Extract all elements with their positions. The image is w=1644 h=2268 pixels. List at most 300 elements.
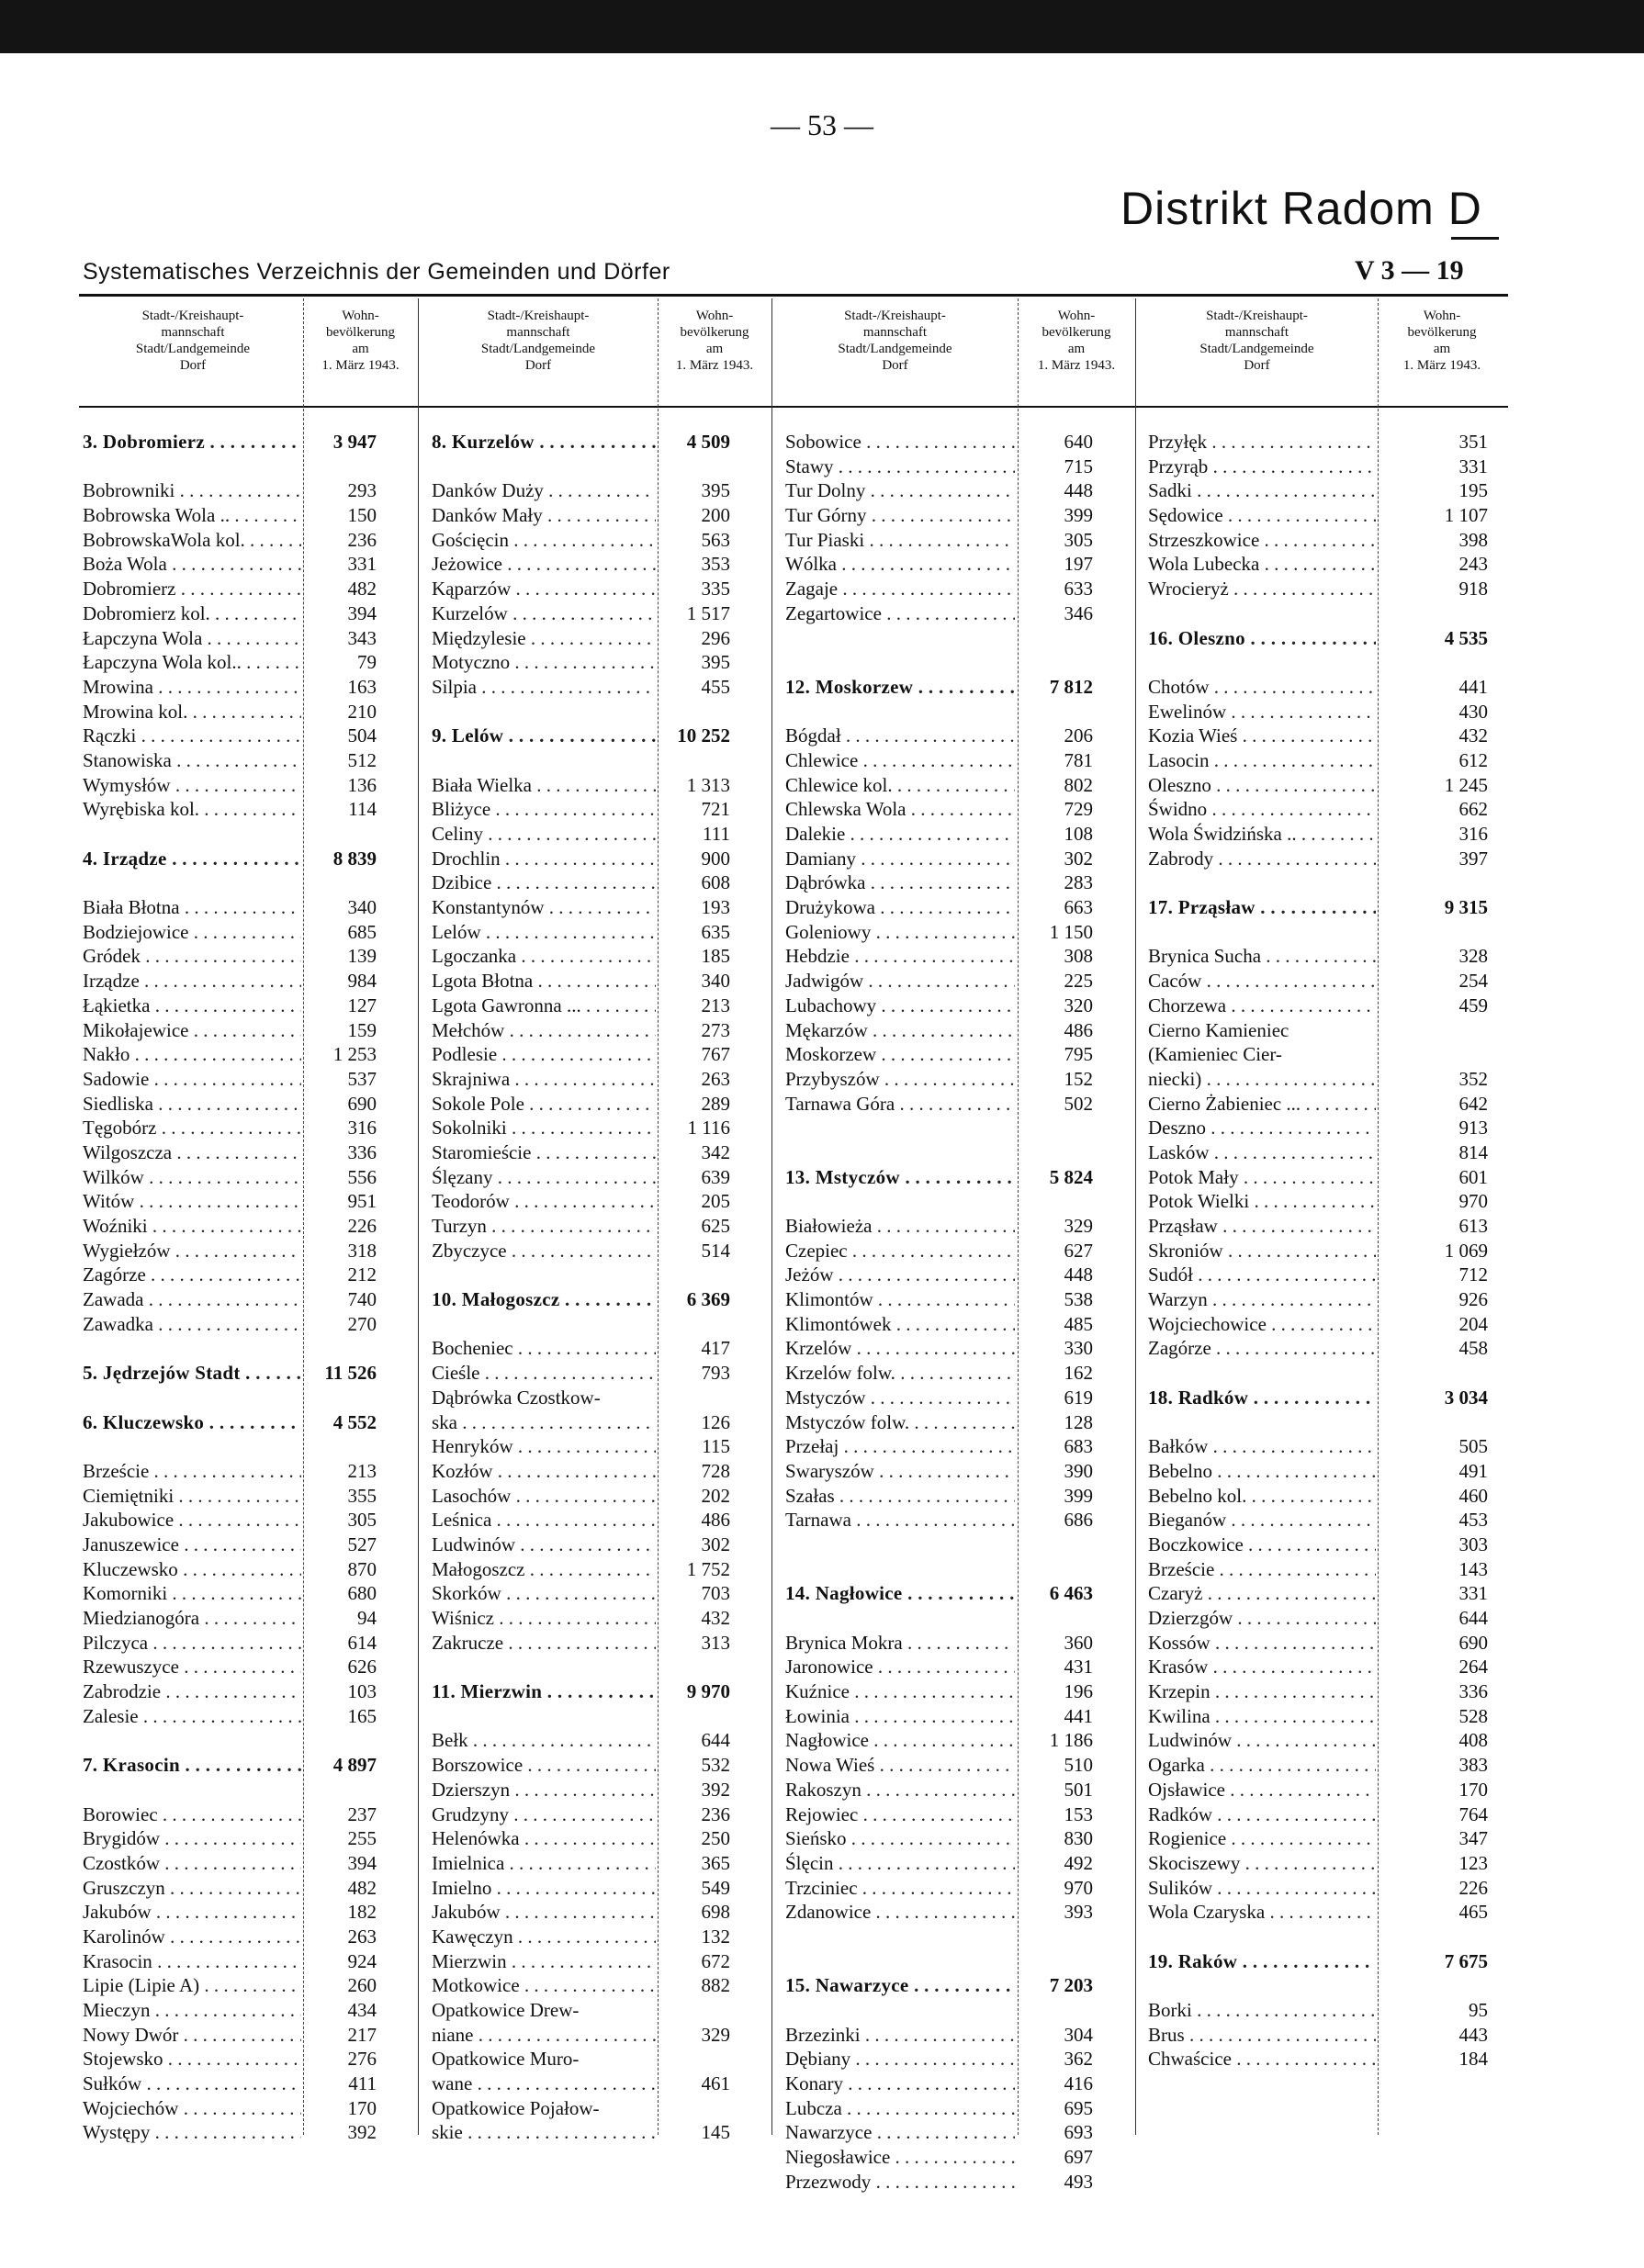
municipality-population: 9 970 bbox=[686, 1680, 730, 1703]
municipality-population: 5 824 bbox=[1049, 1165, 1093, 1188]
spacer bbox=[1148, 1925, 1488, 1949]
population-value: 417 bbox=[701, 1337, 730, 1360]
locality-name: Przyrąb . . . bbox=[1148, 455, 1376, 479]
locality-continuation bbox=[432, 2096, 730, 2121]
population-value: 205 bbox=[701, 1190, 730, 1213]
locality-name-part: Opatkowice Muro- bbox=[432, 2048, 580, 2071]
locality-name: Miedzianogóra . . . bbox=[83, 1606, 301, 1631]
municipality-population: 10 252 bbox=[677, 724, 730, 747]
header-top-rule bbox=[79, 294, 1508, 297]
population-value: 926 bbox=[1458, 1288, 1488, 1311]
locality-row bbox=[785, 2170, 1093, 2195]
locality-row bbox=[83, 1826, 377, 1851]
locality-name: Jeżowice . . . bbox=[432, 552, 656, 577]
locality-row bbox=[785, 1631, 1093, 1656]
locality-name: Strzeszkowice . . . bbox=[1148, 528, 1376, 553]
locality-row bbox=[1148, 994, 1488, 1018]
locality-name: Krzelów . . . bbox=[785, 1336, 1015, 1361]
locality-row bbox=[83, 969, 377, 994]
locality-row bbox=[432, 1508, 730, 1533]
spacer bbox=[83, 1336, 377, 1361]
population-value: 395 bbox=[701, 479, 730, 502]
column-2 bbox=[432, 430, 730, 2145]
population-value: 493 bbox=[1064, 2170, 1093, 2193]
population-value: 882 bbox=[701, 1974, 730, 1997]
population-value: 394 bbox=[347, 601, 377, 624]
locality-row bbox=[785, 2120, 1093, 2145]
locality-row bbox=[1148, 1336, 1488, 1361]
locality-row bbox=[1148, 797, 1488, 822]
municipality-heading bbox=[432, 1679, 730, 1704]
locality-name: Zagórze . . . bbox=[1148, 1336, 1376, 1361]
locality-row bbox=[83, 1606, 377, 1631]
population-value: 197 bbox=[1064, 553, 1093, 576]
locality-name: Lasków . . . bbox=[1148, 1140, 1376, 1165]
locality-row bbox=[432, 969, 730, 994]
locality-row bbox=[785, 1778, 1093, 1802]
population-value: 206 bbox=[1064, 724, 1093, 747]
locality-name-part: (Kamieniec Cier- bbox=[1148, 1043, 1282, 1066]
locality-name: Teodorów . . . bbox=[432, 1189, 656, 1214]
population-value: 202 bbox=[701, 1484, 730, 1507]
locality-name: Rakoszyn . . . bbox=[785, 1778, 1015, 1802]
locality-row bbox=[785, 724, 1093, 748]
spacer bbox=[785, 650, 1093, 675]
locality-name: Lelów . . . bbox=[432, 920, 656, 945]
population-value: 217 bbox=[347, 2023, 377, 2046]
locality-name: Bebelno kol. . . . bbox=[1148, 1484, 1376, 1509]
locality-row bbox=[1148, 1826, 1488, 1851]
spacer bbox=[432, 1704, 730, 1729]
municipality-name: 7. Krasocin . . . bbox=[83, 1753, 301, 1778]
locality-name: Brygidów . . . bbox=[83, 1826, 301, 1851]
population-value: 111 bbox=[703, 823, 730, 845]
population-value: 502 bbox=[1064, 1092, 1093, 1115]
municipality-name: 8. Kurzelów . . . bbox=[432, 430, 656, 455]
municipality-heading bbox=[1148, 895, 1488, 920]
population-value: 984 bbox=[347, 970, 377, 993]
locality-name: Wyrębiska kol. . . . bbox=[83, 797, 301, 822]
header-line: Wohn- bbox=[1423, 309, 1461, 323]
population-value: 918 bbox=[1458, 578, 1488, 601]
locality-row bbox=[432, 920, 730, 945]
population-value: 1 752 bbox=[686, 1557, 730, 1580]
spacer bbox=[785, 1189, 1093, 1214]
population-value: 182 bbox=[347, 1901, 377, 1924]
locality-row bbox=[1148, 1263, 1488, 1287]
population-value: 351 bbox=[1458, 431, 1488, 453]
locality-name: Cieśle . . . bbox=[432, 1361, 656, 1386]
locality-row bbox=[785, 478, 1093, 503]
locality-continuation bbox=[432, 2047, 730, 2072]
population-value: 814 bbox=[1458, 1140, 1488, 1163]
locality-row bbox=[785, 2072, 1093, 2096]
municipality-name: 3. Dobromierz . . . bbox=[83, 430, 301, 455]
spacer bbox=[785, 1949, 1093, 1974]
locality-name: Komorniki . . . bbox=[83, 1581, 301, 1606]
municipality-population: 4 509 bbox=[686, 431, 730, 453]
locality-row bbox=[1148, 1067, 1488, 1092]
locality-row bbox=[432, 1581, 730, 1606]
locality-row bbox=[1148, 528, 1488, 553]
population-value: 132 bbox=[701, 1925, 730, 1948]
population-value: 795 bbox=[1064, 1043, 1093, 1066]
column-header-name bbox=[1136, 308, 1378, 374]
population-value: 913 bbox=[1458, 1117, 1488, 1140]
locality-row bbox=[432, 1018, 730, 1043]
population-value: 346 bbox=[1064, 601, 1093, 624]
locality-row bbox=[83, 552, 377, 577]
locality-row bbox=[83, 1042, 377, 1067]
header-line: Stadt/Landgemeinde bbox=[135, 342, 251, 356]
locality-row bbox=[785, 1826, 1093, 1851]
locality-row bbox=[83, 1581, 377, 1606]
municipality-name: 11. Mierzwin . . . bbox=[432, 1679, 656, 1704]
header-line: 1. März 1943. bbox=[321, 358, 400, 373]
locality-row bbox=[83, 1704, 377, 1729]
section-code: V 3 — 19 bbox=[1355, 255, 1464, 286]
municipality-population: 4 535 bbox=[1444, 626, 1488, 649]
population-value: 250 bbox=[701, 1827, 730, 1850]
population-value: 408 bbox=[1458, 1729, 1488, 1752]
locality-name: Bógdał . . . bbox=[785, 724, 1015, 748]
locality-name: Borszowice . . . bbox=[432, 1753, 656, 1778]
locality-name: Podlesie . . . bbox=[432, 1042, 656, 1067]
locality-row bbox=[83, 700, 377, 724]
locality-row bbox=[785, 503, 1093, 528]
locality-name: Pilczyca . . . bbox=[83, 1631, 301, 1656]
population-value: 642 bbox=[1458, 1092, 1488, 1115]
locality-name: Krzelów folw. . . . bbox=[785, 1361, 1015, 1386]
population-value: 170 bbox=[1458, 1778, 1488, 1801]
locality-row bbox=[432, 822, 730, 847]
locality-row bbox=[1148, 1557, 1488, 1582]
locality-row bbox=[83, 1116, 377, 1140]
locality-row bbox=[83, 1459, 377, 1484]
locality-row bbox=[83, 1925, 377, 1949]
locality-row bbox=[432, 478, 730, 503]
locality-row bbox=[83, 1802, 377, 1827]
population-value: 537 bbox=[347, 1067, 377, 1090]
locality-name: Oleszno . . . bbox=[1148, 773, 1376, 798]
population-value: 448 bbox=[1064, 479, 1093, 502]
locality-row bbox=[83, 920, 377, 945]
locality-name: Ślęcin . . . bbox=[785, 1851, 1015, 1876]
locality-name: Rzewuszyce . . . bbox=[83, 1655, 301, 1679]
spacer bbox=[785, 1140, 1093, 1165]
population-value: 398 bbox=[1458, 528, 1488, 551]
locality-row bbox=[1148, 1851, 1488, 1876]
column-4 bbox=[1148, 430, 1488, 2072]
locality-row bbox=[432, 1925, 730, 1949]
population-value: 532 bbox=[701, 1754, 730, 1777]
population-value: 340 bbox=[347, 896, 377, 919]
locality-name: Kluczewsko . . . bbox=[83, 1557, 301, 1582]
column-header-population bbox=[658, 308, 771, 374]
population-value: 336 bbox=[1458, 1680, 1488, 1703]
population-value: 336 bbox=[347, 1140, 377, 1163]
locality-row bbox=[785, 1704, 1093, 1729]
locality-name: BobrowskaWola kol. . . . bbox=[83, 528, 301, 553]
locality-row bbox=[83, 773, 377, 798]
locality-row bbox=[432, 847, 730, 871]
column-header-population bbox=[1018, 308, 1135, 374]
population-value: 273 bbox=[701, 1018, 730, 1041]
spacer bbox=[1148, 1973, 1488, 1998]
locality-name: Stanowiska . . . bbox=[83, 748, 301, 773]
locality-name: Sobowice . . . bbox=[785, 430, 1015, 455]
municipality-heading bbox=[1148, 626, 1488, 651]
spacer bbox=[1148, 920, 1488, 945]
locality-name: Wygiełzów . . . bbox=[83, 1239, 301, 1263]
header-line: mannschaft bbox=[862, 325, 928, 340]
locality-name: Radków . . . bbox=[1148, 1802, 1376, 1827]
locality-row bbox=[83, 1214, 377, 1239]
locality-row bbox=[432, 1826, 730, 1851]
locality-name: Sudół . . . bbox=[1148, 1263, 1376, 1287]
locality-name: Lgota Gawronna ... . . . bbox=[432, 994, 656, 1018]
locality-name: Dobromierz . . . bbox=[83, 577, 301, 601]
locality-row bbox=[785, 773, 1093, 798]
population-value: 460 bbox=[1458, 1484, 1488, 1507]
population-value: 1 313 bbox=[686, 773, 730, 796]
locality-name: Zagórze . . . bbox=[83, 1263, 301, 1287]
locality-row bbox=[785, 1214, 1093, 1239]
municipality-population: 4 552 bbox=[332, 1410, 377, 1433]
municipality-heading bbox=[83, 430, 377, 455]
locality-name: Sieńsko . . . bbox=[785, 1826, 1015, 1851]
header-line: Dorf bbox=[1244, 358, 1270, 373]
locality-name: Caców . . . bbox=[1148, 969, 1376, 994]
population-value: 79 bbox=[357, 651, 377, 674]
population-value: 662 bbox=[1458, 798, 1488, 821]
locality-row bbox=[1148, 1459, 1488, 1484]
locality-name: Tarnawa . . . bbox=[785, 1508, 1015, 1533]
locality-name: Nawarzyce . . . bbox=[785, 2120, 1015, 2145]
locality-name: Wilgoszcza . . . bbox=[83, 1140, 301, 1165]
population-value: 680 bbox=[347, 1582, 377, 1605]
population-value: 163 bbox=[347, 675, 377, 698]
locality-name: Wola Czaryska . . . bbox=[1148, 1900, 1376, 1925]
locality-row bbox=[1148, 944, 1488, 969]
spacer bbox=[785, 1116, 1093, 1140]
locality-row bbox=[83, 2023, 377, 2048]
population-value: 390 bbox=[1064, 1459, 1093, 1482]
population-value: 482 bbox=[347, 1876, 377, 1899]
locality-row bbox=[432, 626, 730, 651]
population-value: 793 bbox=[701, 1362, 730, 1385]
population-value: 329 bbox=[1064, 1215, 1093, 1237]
population-value: 335 bbox=[701, 578, 730, 601]
spacer bbox=[432, 455, 730, 479]
population-value: 1 069 bbox=[1444, 1239, 1488, 1262]
population-value: 165 bbox=[347, 1704, 377, 1727]
spacer bbox=[1148, 1361, 1488, 1386]
population-value: 514 bbox=[701, 1239, 730, 1262]
population-value: 355 bbox=[347, 1484, 377, 1507]
locality-name: Jakubów . . . bbox=[83, 1900, 301, 1925]
population-value: 204 bbox=[1458, 1312, 1488, 1335]
locality-name: Cierno Żabieniec ... . . . bbox=[1148, 1092, 1376, 1117]
header-line: mannschaft bbox=[1224, 325, 1289, 340]
population-value: 399 bbox=[1064, 504, 1093, 527]
population-value: 276 bbox=[347, 2048, 377, 2071]
locality-name: Lubcza . . . bbox=[785, 2096, 1015, 2121]
locality-row bbox=[1148, 430, 1488, 455]
locality-name: Ojsławice . . . bbox=[1148, 1778, 1376, 1802]
locality-row bbox=[83, 724, 377, 748]
spacer bbox=[83, 822, 377, 847]
locality-name-part: Opatkowice Drew- bbox=[432, 1999, 580, 2021]
locality-row bbox=[785, 601, 1093, 626]
population-value: 302 bbox=[1064, 847, 1093, 870]
locality-name: Jadwigów . . . bbox=[785, 969, 1015, 994]
locality-row bbox=[432, 944, 730, 969]
locality-row bbox=[83, 2096, 377, 2121]
locality-row bbox=[432, 2072, 730, 2096]
locality-name: niane . . . bbox=[432, 2023, 656, 2048]
population-value: 683 bbox=[1064, 1435, 1093, 1458]
locality-name: Konary . . . bbox=[785, 2072, 1015, 2096]
locality-name: Tur Górny . . . bbox=[785, 503, 1015, 528]
header-line: Wohn- bbox=[342, 309, 379, 323]
locality-name: Zagaje . . . bbox=[785, 577, 1015, 601]
municipality-name: 15. Nawarzyce . . . bbox=[785, 1973, 1015, 1998]
locality-row bbox=[785, 552, 1093, 577]
locality-name: Lgoczanka . . . bbox=[432, 944, 656, 969]
locality-name: Sędowice . . . bbox=[1148, 503, 1376, 528]
spacer bbox=[785, 1998, 1093, 2023]
header-line: Stadt-/Kreishaupt- bbox=[487, 309, 590, 323]
municipality-heading bbox=[432, 724, 730, 748]
population-value: 491 bbox=[1458, 1459, 1488, 1482]
locality-row bbox=[83, 1998, 377, 2023]
locality-name: Niegosławice . . . bbox=[785, 2145, 1015, 2170]
header-line: Stadt-/Kreishaupt- bbox=[141, 309, 244, 323]
population-value: 970 bbox=[1458, 1190, 1488, 1213]
population-value: 316 bbox=[1458, 823, 1488, 845]
population-value: 296 bbox=[701, 626, 730, 649]
locality-name: Irządze . . . bbox=[83, 969, 301, 994]
locality-name: Borowiec . . . bbox=[83, 1802, 301, 1827]
municipality-name: 5. Jędrzejów Stadt . . . . bbox=[83, 1361, 301, 1386]
locality-row bbox=[1148, 1704, 1488, 1729]
locality-row bbox=[1148, 724, 1488, 748]
locality-name: Kuźnice . . . bbox=[785, 1679, 1015, 1704]
locality-row bbox=[785, 577, 1093, 601]
population-value: 639 bbox=[701, 1165, 730, 1188]
population-value: 263 bbox=[701, 1067, 730, 1090]
locality-name-part: Opatkowice Pojałow- bbox=[432, 2096, 600, 2119]
population-value: 128 bbox=[1064, 1410, 1093, 1433]
locality-name: Swaryszów . . . bbox=[785, 1459, 1015, 1484]
population-value: 331 bbox=[1458, 455, 1488, 477]
population-value: 136 bbox=[347, 773, 377, 796]
locality-name: Jakubowice . . . bbox=[83, 1508, 301, 1533]
population-value: 328 bbox=[1458, 945, 1488, 968]
locality-row bbox=[785, 1410, 1093, 1435]
locality-row bbox=[432, 1973, 730, 1998]
municipality-heading bbox=[1148, 1386, 1488, 1410]
population-value: 195 bbox=[1458, 479, 1488, 502]
population-value: 951 bbox=[347, 1190, 377, 1213]
population-value: 318 bbox=[347, 1239, 377, 1262]
locality-row bbox=[785, 1876, 1093, 1901]
municipality-heading bbox=[1148, 1949, 1488, 1974]
locality-name: Ludwinów . . . bbox=[1148, 1728, 1376, 1753]
municipality-name: 10. Małogoszcz . . . bbox=[432, 1287, 656, 1312]
locality-row bbox=[432, 870, 730, 895]
locality-row bbox=[785, 2023, 1093, 2048]
locality-row bbox=[1148, 1484, 1488, 1509]
locality-name: Przezwody . . . bbox=[785, 2170, 1015, 2195]
locality-row bbox=[1148, 1287, 1488, 1312]
locality-row bbox=[785, 1484, 1093, 1509]
locality-row bbox=[1148, 700, 1488, 724]
locality-name: Celiny . . . bbox=[432, 822, 656, 847]
locality-name: Woźniki . . . bbox=[83, 1214, 301, 1239]
locality-name: Zawadka . . . bbox=[83, 1312, 301, 1337]
spacer bbox=[785, 1533, 1093, 1557]
municipality-population: 11 526 bbox=[324, 1362, 377, 1385]
locality-row bbox=[83, 1533, 377, 1557]
municipality-heading bbox=[83, 1753, 377, 1778]
locality-continuation bbox=[432, 1386, 730, 1410]
locality-name: Łapczyna Wola . . . bbox=[83, 626, 301, 651]
locality-row bbox=[83, 528, 377, 553]
locality-name: Ludwinów . . . bbox=[432, 1533, 656, 1557]
locality-row bbox=[83, 895, 377, 920]
population-value: 431 bbox=[1064, 1656, 1093, 1679]
locality-name: Małogoszcz . . . bbox=[432, 1557, 656, 1582]
locality-name: Zawada . . . bbox=[83, 1287, 301, 1312]
locality-row bbox=[83, 1067, 377, 1092]
locality-name: Sulików . . . bbox=[1148, 1876, 1376, 1901]
locality-name: Dzierzgów . . . bbox=[1148, 1606, 1376, 1631]
locality-name: Zakrucze . . . bbox=[432, 1631, 656, 1656]
locality-name: Zdanowice . . . bbox=[785, 1900, 1015, 1925]
population-value: 150 bbox=[347, 504, 377, 527]
population-value: 347 bbox=[1458, 1827, 1488, 1850]
locality-row bbox=[1148, 2023, 1488, 2048]
locality-row bbox=[1148, 1998, 1488, 2023]
locality-row bbox=[432, 650, 730, 675]
population-value: 1 253 bbox=[332, 1043, 377, 1066]
header-line: Wohn- bbox=[1057, 309, 1096, 323]
locality-row bbox=[432, 1361, 730, 1386]
locality-name: Gródek . . . bbox=[83, 944, 301, 969]
population-value: 270 bbox=[347, 1312, 377, 1335]
locality-name: Czepiec . . . bbox=[785, 1239, 1015, 1263]
locality-row bbox=[83, 1287, 377, 1312]
population-value: 697 bbox=[1064, 2146, 1093, 2169]
population-value: 226 bbox=[1458, 1876, 1488, 1899]
locality-row bbox=[83, 1092, 377, 1117]
locality-name: Zbyczyce . . . bbox=[432, 1239, 656, 1263]
locality-name: Chlewice kol. . . . bbox=[785, 773, 1015, 798]
locality-row bbox=[432, 1876, 730, 1901]
locality-name: Boczkowice . . . bbox=[1148, 1533, 1376, 1557]
population-value: 608 bbox=[701, 871, 730, 894]
column-3 bbox=[785, 430, 1093, 2195]
population-value: 703 bbox=[701, 1582, 730, 1605]
locality-name: Przybyszów . . . bbox=[785, 1067, 1015, 1092]
locality-name: Mstyczów . . . bbox=[785, 1386, 1015, 1410]
population-value: 184 bbox=[1458, 2048, 1488, 2071]
locality-name: Krasów . . . bbox=[1148, 1655, 1376, 1679]
locality-name: Kozłów . . . bbox=[432, 1459, 656, 1484]
header-line: 1. März 1943. bbox=[675, 358, 754, 373]
